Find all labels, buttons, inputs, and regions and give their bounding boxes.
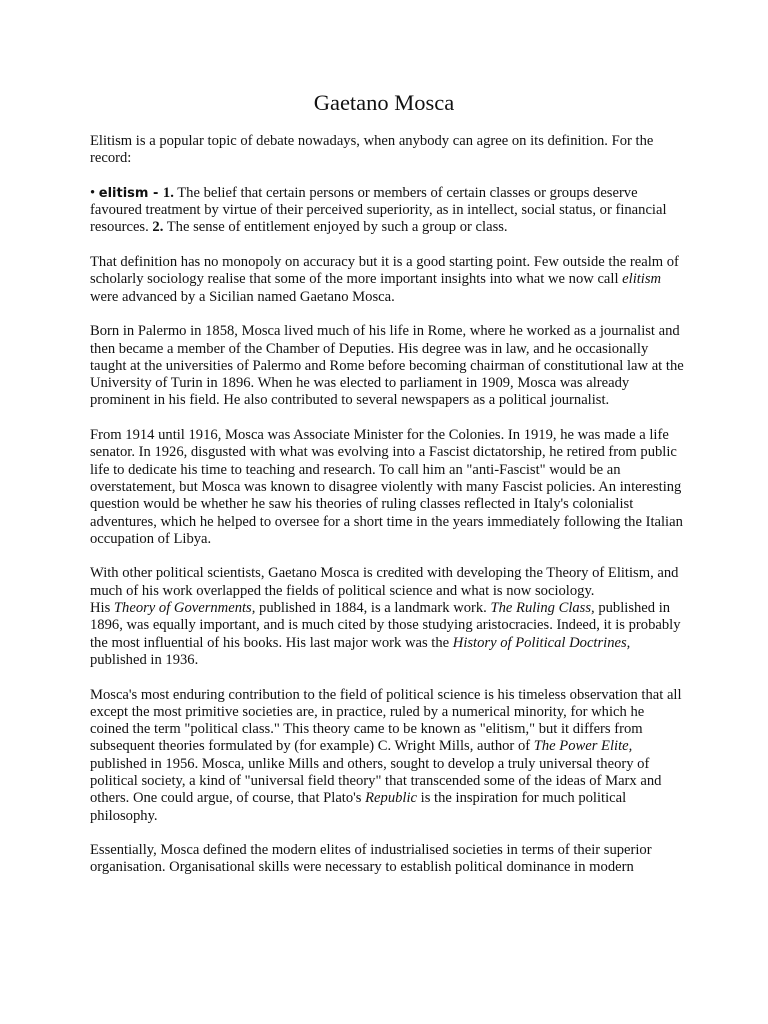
book-title: Republic xyxy=(365,790,417,807)
definition-text-2: The sense of entitlement enjoyed by such a group or class. xyxy=(163,219,508,236)
definition-term: elitism - xyxy=(98,185,163,201)
book-title: Theory of Governments, xyxy=(113,600,256,617)
paragraph-intro: Elitism is a popular topic of debate nowadays, when anybody can agree on its definition. For the record: xyxy=(90,133,654,167)
paragraph-definition xyxy=(90,185,685,237)
text: is the inspiration for much political philosophy. xyxy=(90,790,627,824)
paragraph-contribution xyxy=(90,687,685,825)
text: That definition has no monopoly on accuracy but it is a good starting point. Few outside the realm of scholarly sociology realise that some of the more important insights into what we now call xyxy=(90,254,679,288)
article-body xyxy=(90,133,685,894)
text: Mosca's most enduring contribution to the field of political science is his timeless observation that all except the most primitive societies are, in practice, ruled by a numerical minority, for which he coined the term "political class." This theory came to be known as "elitism," but it differs from subsequent theories formulated by (for example) C. Wright Mills, author of xyxy=(90,686,682,755)
paragraph-starting-point xyxy=(90,254,685,306)
book-title: The Power Elite, xyxy=(533,738,633,755)
book-title: History of Political Doctrines, xyxy=(452,634,631,651)
text: published in 1936. xyxy=(90,651,199,668)
book-title: The Ruling Class, xyxy=(490,600,595,617)
bullet: • xyxy=(90,184,99,201)
paragraph-works xyxy=(90,565,685,669)
paragraph-elites: Essentially, Mosca defined the modern elites of industrialised societies in terms of their superior organisation. Organisational skills were necessary to establish political dominance in modern xyxy=(90,842,652,876)
text: His xyxy=(90,600,114,617)
definition-number-1: 1. xyxy=(162,184,174,201)
italic-term: elitism xyxy=(622,271,662,288)
text: published in 1884, is a landmark work. xyxy=(255,600,491,617)
text: published in 1956. Mosca, unlike Mills and others, sought to develop a truly universal theory of political society, a kind of "universal field theory" that transcended some of the ideas of Marx and others. One could argue, of course, that Plato's xyxy=(90,755,662,807)
text: published in 1896, was equally important, and is much cited by those studying aristocracies. Indeed, it is probably the most influential of his books. His last major work was the xyxy=(90,600,681,651)
page-title: Gaetano Mosca xyxy=(313,90,455,115)
paragraph-biography: Born in Palermo in 1858, Mosca lived much of his life in Rome, where he worked as a journalist and then became a member of the Chamber of Deputies. His degree was in law, and he occasionally taught at the universities of Palermo and Rome before becoming chairman of constitutional law at the University of Turin in 1896. When he was elected to parliament in 1909, Mosca was already prominent in his field. He also contributed to several newspapers as a political journalist. xyxy=(90,323,684,409)
text: With other political scientists, Gaetano Mosca is credited with developing the Theory of Elitism, and much of his work overlapped the fields of political science and what is now sociology. xyxy=(90,565,679,599)
paragraph-career: From 1914 until 1916, Mosca was Associate Minister for the Colonies. In 1919, he was made a life senator. In 1926, disgusted with what was evolving into a Fascist dictatorship, he retired from public life to dedicate his time to teaching and research. To call him an "anti-Fascist" would be an overstatement, but Mosca was known to disagree violently with many Fascist policies. An interesting question would be whether he saw his theories of ruling classes reflected in Italy's colonialist adventures, which he helped to oversee for a short time in the years immediately following the Italian occupation of Libya. xyxy=(90,427,683,547)
text: were advanced by a Sicilian named Gaetano Mosca. xyxy=(90,288,395,305)
definition-number-2: 2. xyxy=(152,219,164,236)
definition-text-1: The belief that certain persons or members of certain classes or groups deserve favoured treatment by virtue of their perceived superiority, as in intellect, social status, or financial resources. xyxy=(90,184,667,236)
